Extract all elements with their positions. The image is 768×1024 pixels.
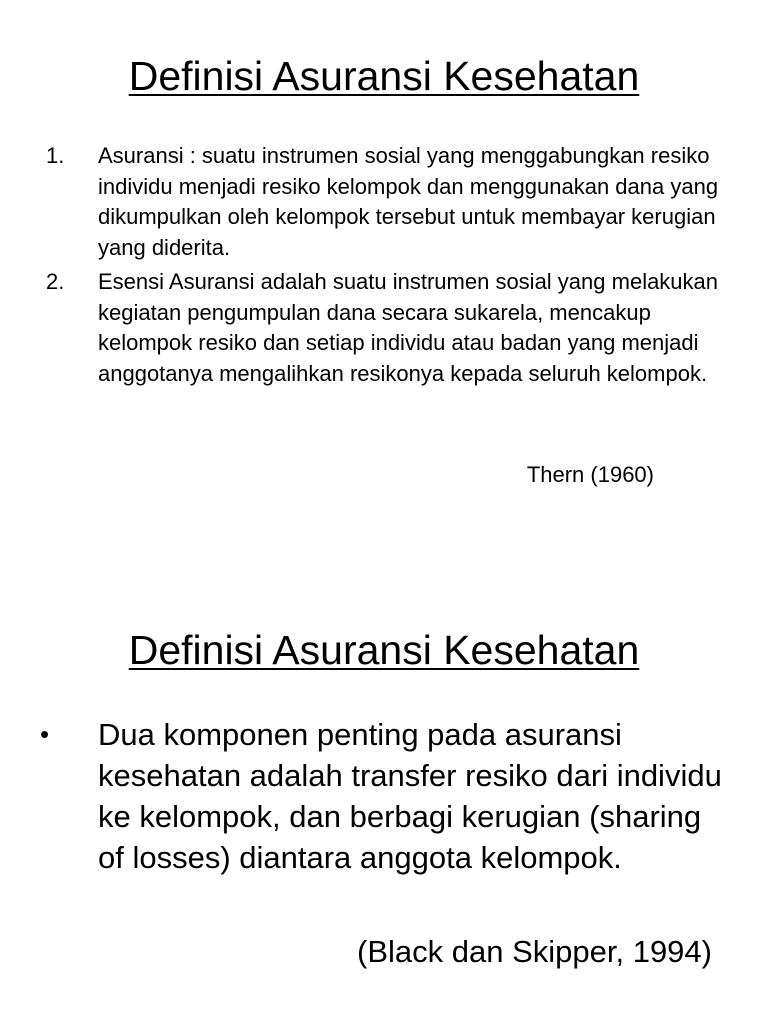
slide-2-citation: (Black dan Skipper, 1994) [357, 934, 712, 969]
slide-1-title: Definisi Asuransi Kesehatan [128, 53, 640, 99]
slide-2-bullet-list [0, 714, 768, 878]
slide-1-citation: Thern (1960) [526, 462, 654, 487]
list-number: 2. [46, 269, 65, 294]
list-item-text: Asuransi : suatu instrumen sosial yang menggabungkan resiko individu menjadi resiko kelompok dan menggunakan dana yang dikumpulkan oleh kelompok tersebut untuk membayar kerugian yang diderita. [98, 143, 719, 260]
list-item [0, 267, 768, 389]
list-item [0, 141, 768, 263]
slide-2-title: Definisi Asuransi Kesehatan [128, 627, 640, 673]
list-item [0, 714, 768, 878]
list-item-text: Dua komponen penting pada asuransi kesehatan adalah transfer resiko dari individu ke kelompok, dan berbagi kerugian (sharing of losses) diantara anggota kelompok. [98, 717, 722, 875]
list-item-text: Esensi Asuransi adalah suatu instrumen sosial yang melakukan kegiatan pengumpulan dana secara sukarela, mencakup kelompok resiko dan setiap individu atau badan yang menjadi anggotanya mengalihkan resikonya kepada seluruh kelompok. [98, 269, 719, 386]
list-number: 1. [46, 143, 65, 168]
slide-1-definition-list [0, 141, 768, 389]
bullet-marker: • [40, 719, 50, 749]
slide-2 [0, 512, 768, 1024]
